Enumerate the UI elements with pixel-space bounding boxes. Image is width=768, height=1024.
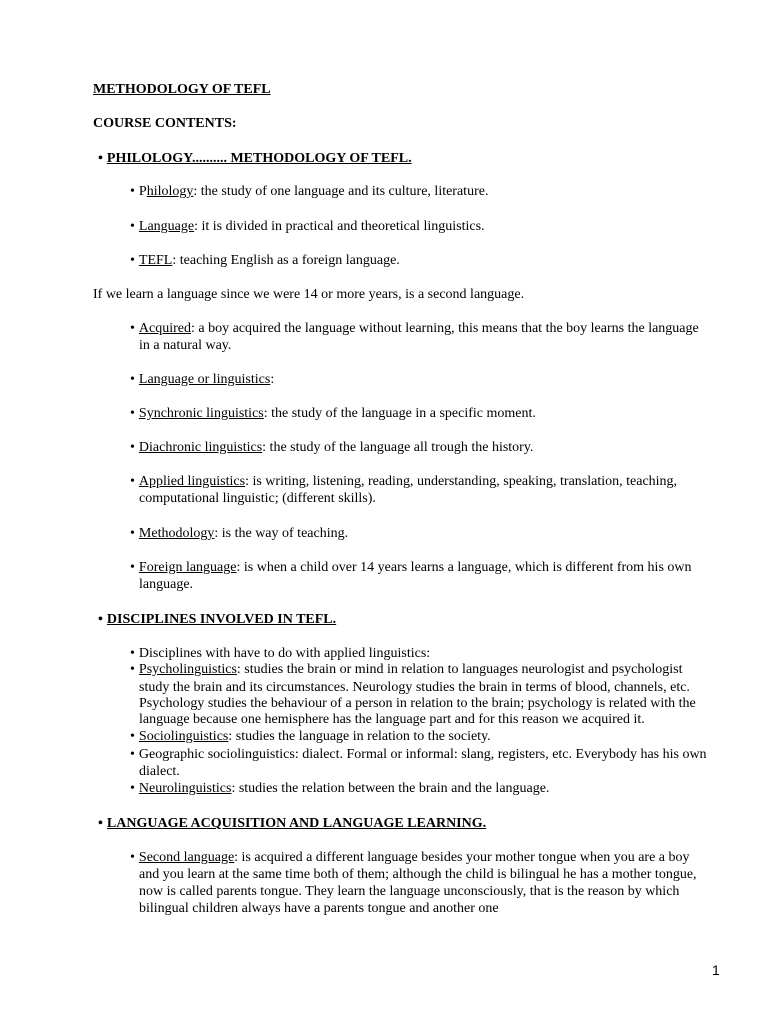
section-heading-text: DISCIPLINES INVOLVED IN TEFL. bbox=[106, 612, 337, 627]
definition-text: : teaching English as a foreign language. bbox=[172, 253, 400, 268]
bullet-icon: • bbox=[130, 184, 135, 199]
list-item-psycholinguistics-line3: Psychology studies the behaviour of a person in relation to the brain; psychology is related with the bbox=[139, 696, 696, 711]
bullet-icon: • bbox=[130, 253, 135, 268]
bullet-icon: • bbox=[130, 850, 135, 865]
item-text: Geographic sociolinguistics: dialect. Formal or informal: slang, registers, etc. Everybody has his own bbox=[138, 747, 707, 762]
term-synchronic: Synchronic linguistics bbox=[138, 406, 264, 421]
section-heading-text: LANGUAGE ACQUISITION AND LANGUAGE LEARNING. bbox=[106, 816, 487, 831]
list-item-psycholinguistics-line4: language because one hemisphere has the language part and for this reason we acquired it. bbox=[139, 712, 645, 727]
definition-text: : is writing, listening, reading, understanding, speaking, translation, teaching, bbox=[245, 474, 678, 489]
term-applied: Applied linguistics bbox=[138, 474, 246, 489]
bullet-icon: • bbox=[130, 406, 135, 421]
bullet-icon: • bbox=[130, 219, 135, 234]
definition-text: : the study of one language and its culture, literature. bbox=[193, 184, 489, 199]
term-sociolinguistics: Sociolinguistics bbox=[138, 729, 229, 744]
list-item-second-language-line3: now is called parents tongue. They learn the language unconsciously, that is the reason by which bbox=[139, 884, 680, 899]
list-item-language bbox=[130, 218, 485, 235]
bullet-icon: • bbox=[130, 729, 135, 744]
definition-text: : is acquired a different language besides your mother tongue when you are a boy bbox=[234, 850, 690, 865]
definition-text: : the study of the language in a specific moment. bbox=[263, 406, 536, 421]
section-heading-disciplines bbox=[98, 611, 336, 628]
term-language: Language bbox=[138, 219, 195, 234]
list-item-foreign-language bbox=[130, 559, 692, 576]
bullet-icon: • bbox=[130, 747, 135, 762]
section-heading-text: PHILOLOGY.......... METHODOLOGY OF TEFL. bbox=[106, 151, 412, 166]
term-acquired: Acquired bbox=[138, 321, 191, 336]
section-heading-philology bbox=[98, 150, 412, 167]
page-number: 1 bbox=[712, 962, 720, 978]
bullet-icon: • bbox=[98, 816, 103, 831]
list-item-tefl bbox=[130, 252, 400, 269]
list-item-psycholinguistics-line2: study the brain and its circumstances. Neurology studies the brain in terms of blood, channels, etc. bbox=[139, 680, 690, 695]
bullet-icon: • bbox=[130, 646, 135, 661]
item-text: Disciplines with have to do with applied linguistics: bbox=[138, 646, 431, 661]
list-item-second-language-line4: bilingual children always have a parents tongue and another one bbox=[139, 901, 499, 916]
definition-text: : is the way of teaching. bbox=[214, 526, 349, 541]
list-item-language-or-linguistics bbox=[130, 371, 274, 388]
definition-text: : bbox=[270, 372, 275, 387]
list-item-acquired-continuation: in a natural way. bbox=[139, 338, 232, 353]
section-heading-acquisition bbox=[98, 815, 486, 832]
list-item-sociolinguistics bbox=[130, 728, 491, 745]
list-item-diachronic bbox=[130, 439, 533, 456]
term-tefl: TEFL bbox=[138, 253, 173, 268]
term-second-language: Second language bbox=[138, 850, 235, 865]
term-methodology: Methodology bbox=[138, 526, 215, 541]
list-item-geographic bbox=[130, 746, 707, 763]
definition-text: : it is divided in practical and theoretical linguistics. bbox=[194, 219, 485, 234]
term-prefix: P bbox=[138, 184, 147, 199]
definition-text: : a boy acquired the language without learning, this means that the boy learns the language bbox=[191, 321, 699, 336]
list-item-foreign-language-continuation: language. bbox=[139, 577, 194, 592]
definition-text: : the study of the language all trough the history. bbox=[262, 440, 534, 455]
term-philology: hilology bbox=[146, 184, 194, 199]
bullet-icon: • bbox=[130, 781, 135, 796]
paragraph-second-language: If we learn a language since we were 14 or more years, is a second language. bbox=[93, 287, 525, 302]
definition-text: : studies the language in relation to the society. bbox=[228, 729, 491, 744]
course-contents-label bbox=[93, 115, 237, 132]
definition-text: : studies the relation between the brain and the language. bbox=[231, 781, 550, 796]
list-item-synchronic bbox=[130, 405, 536, 422]
term-psycholinguistics: Psycholinguistics bbox=[138, 662, 237, 677]
list-item-second-language-line2: and you learn at the same time both of them; although the child is bilingual he has a mother tongue, bbox=[139, 867, 697, 882]
term-foreign-language: Foreign language bbox=[138, 560, 237, 575]
list-item-neurolinguistics bbox=[130, 780, 549, 797]
term-language-or-linguistics: Language or linguistics bbox=[138, 372, 271, 387]
list-item-applied bbox=[130, 473, 677, 490]
definition-text: : studies the brain or mind in relation to languages neurologist and psychologist bbox=[236, 662, 683, 677]
list-item-acquired bbox=[130, 320, 699, 337]
list-item-second-language bbox=[130, 849, 690, 866]
bullet-icon: • bbox=[130, 440, 135, 455]
bullet-icon: • bbox=[130, 321, 135, 336]
course-contents-colon: : bbox=[231, 116, 237, 131]
list-item-applied-continuation: computational linguistic; (different skills). bbox=[139, 491, 376, 506]
list-item-disciplines-intro bbox=[130, 645, 430, 662]
document-title: METHODOLOGY OF TEFL bbox=[93, 82, 271, 97]
list-item-methodology bbox=[130, 525, 348, 542]
bullet-icon: • bbox=[130, 662, 135, 677]
list-item-psycholinguistics bbox=[130, 661, 683, 678]
bullet-icon: • bbox=[130, 526, 135, 541]
bullet-icon: • bbox=[130, 560, 135, 575]
bullet-icon: • bbox=[98, 612, 103, 627]
course-contents-text: COURSE CONTENTS bbox=[93, 116, 232, 131]
definition-text: : is when a child over 14 years learns a language, which is different from his own bbox=[236, 560, 692, 575]
bullet-icon: • bbox=[130, 372, 135, 387]
term-neurolinguistics: Neurolinguistics bbox=[138, 781, 232, 796]
bullet-icon: • bbox=[130, 474, 135, 489]
list-item-philology bbox=[130, 183, 488, 200]
bullet-icon: • bbox=[98, 151, 103, 166]
term-diachronic: Diachronic linguistics bbox=[138, 440, 263, 455]
list-item-geographic-continuation: dialect. bbox=[139, 764, 180, 779]
